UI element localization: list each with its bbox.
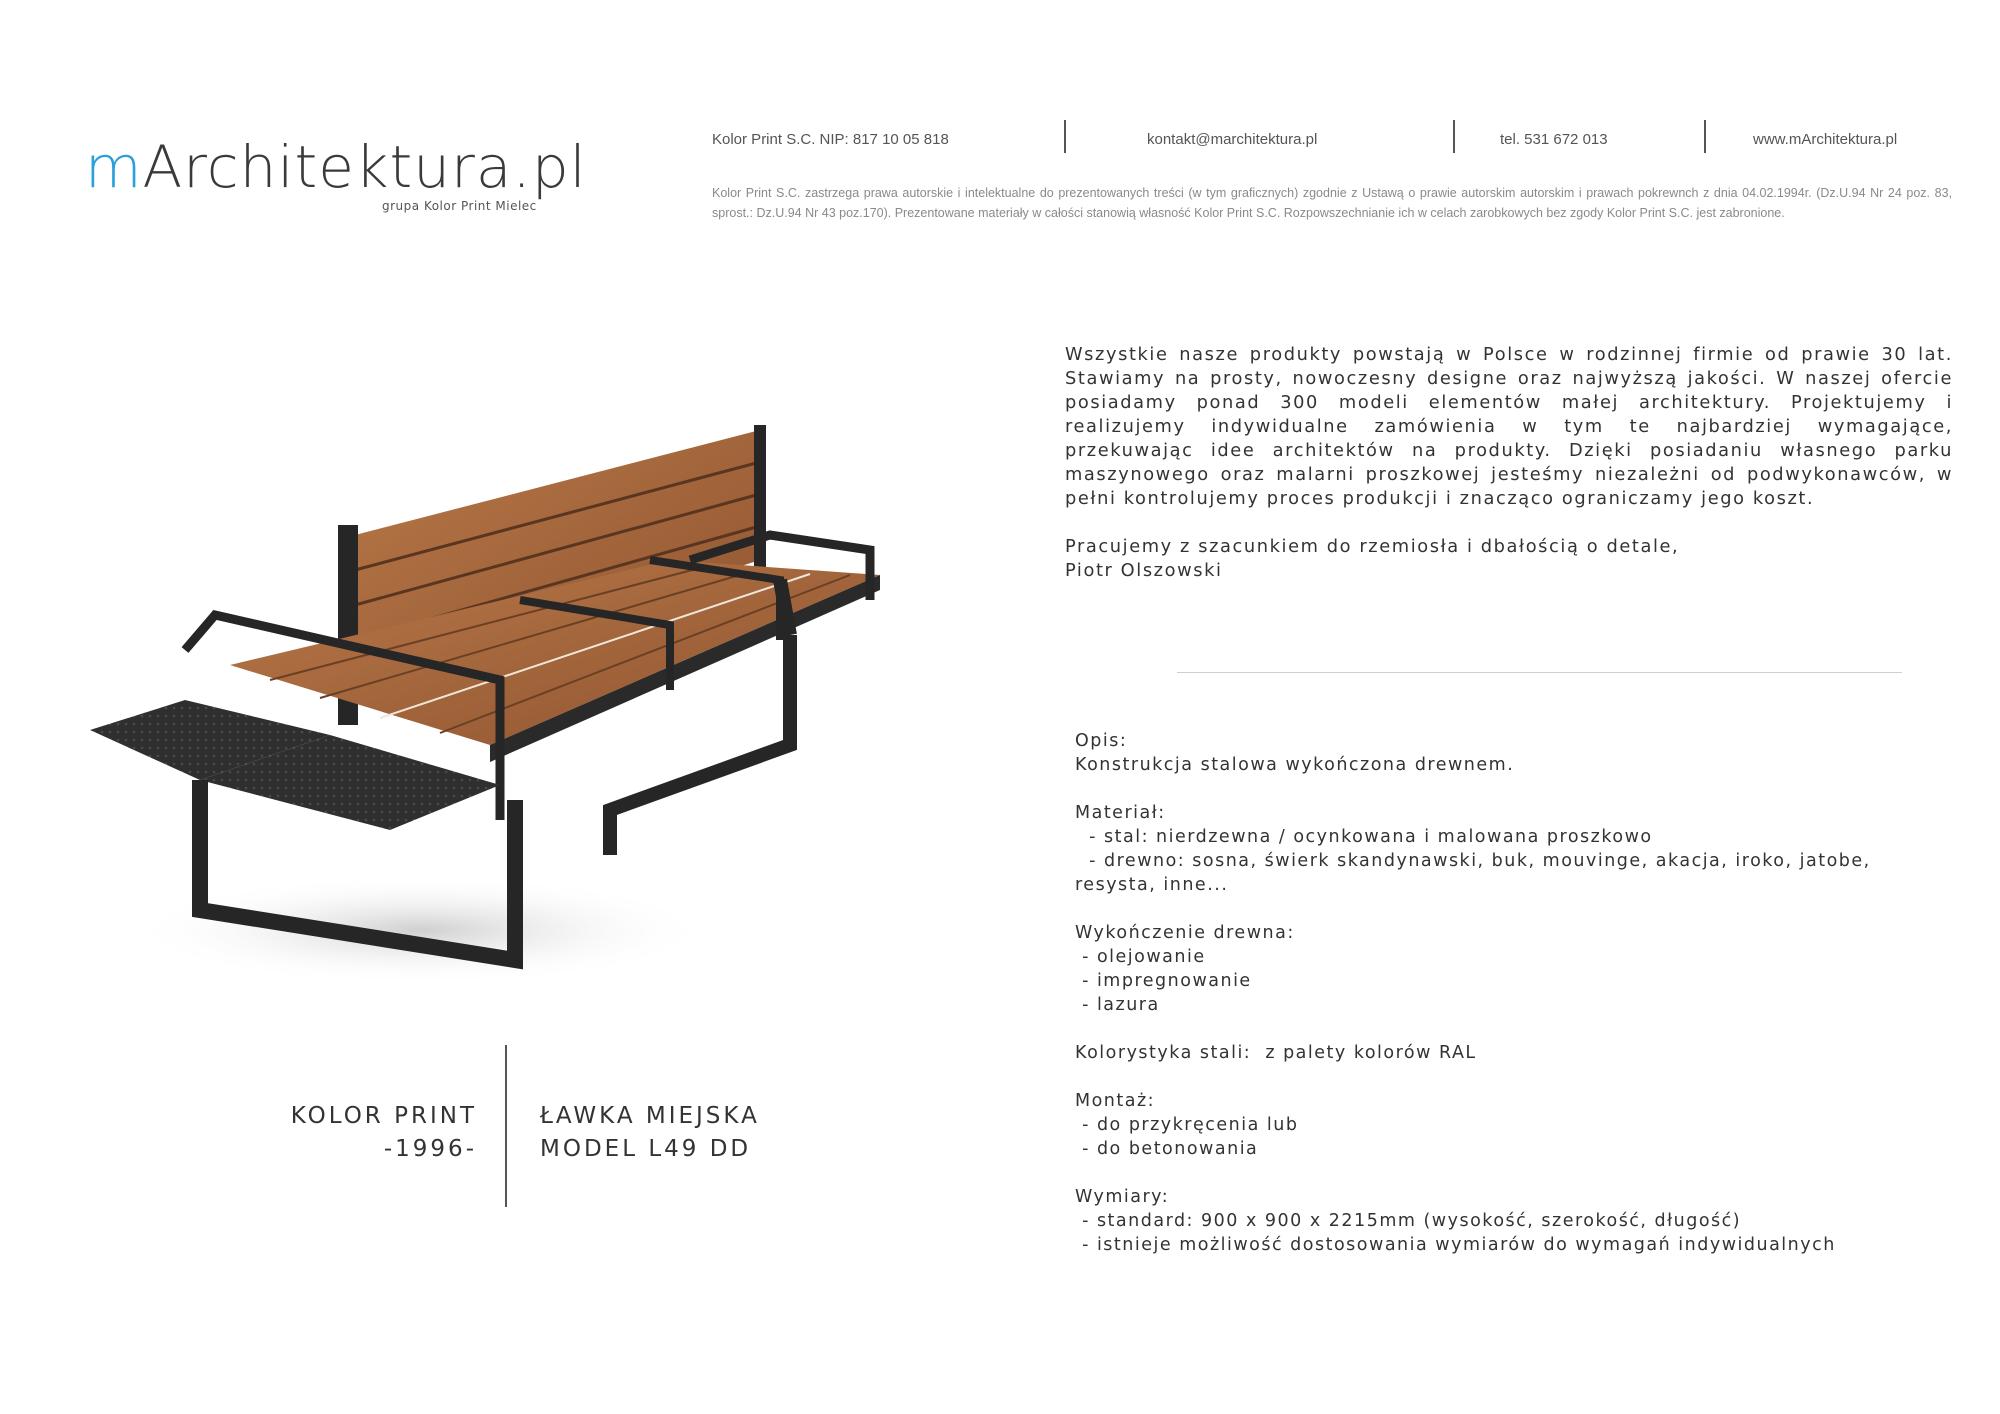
company-info: Kolor Print S.C. NIP: 817 10 05 818 bbox=[712, 131, 949, 148]
logo-accent: m bbox=[85, 133, 143, 201]
spec-line: Opis: bbox=[1075, 731, 1128, 751]
section-divider bbox=[1177, 672, 1902, 673]
logo-text: Architektura.pl bbox=[142, 133, 587, 201]
spec-line: Konstrukcja stalowa wykończona drewnem. bbox=[1075, 755, 1515, 775]
spec-line: - do przykręcenia lub bbox=[1075, 1115, 1299, 1135]
intro-signature: Piotr Olszowski bbox=[1065, 560, 1223, 581]
spec-line: Montaż: bbox=[1075, 1091, 1156, 1111]
spec-line bbox=[1075, 1065, 1955, 1089]
caption-model: MODEL L49 DD bbox=[540, 1136, 752, 1162]
brand-logo bbox=[85, 133, 587, 201]
spec-line: Wymiary: bbox=[1075, 1187, 1170, 1207]
header-separator bbox=[1453, 120, 1455, 153]
spec-line: - stal: nierdzewna / ocynkowana i malowana proszkowo bbox=[1075, 827, 1653, 847]
header-separator bbox=[1704, 120, 1706, 153]
spec-line: - do betonowania bbox=[1075, 1139, 1259, 1159]
spec-line: - istnieje możliwość dostosowania wymiarów do wymagań indywidualnych bbox=[1075, 1235, 1836, 1255]
spec-line: - drewno: sosna, świerk skandynawski, buk, mouvinge, akacja, iroko, jatobe, bbox=[1075, 851, 1871, 871]
bench-image bbox=[90, 400, 920, 1020]
spec-line: Materiał: bbox=[1075, 803, 1166, 823]
caption-brand: KOLOR PRINT bbox=[290, 1103, 477, 1129]
spec-line: - impregnowanie bbox=[1075, 971, 1252, 991]
spec-line bbox=[1075, 777, 1955, 801]
website-link[interactable]: www.mArchitektura.pl bbox=[1753, 131, 1898, 148]
header-separator bbox=[1064, 120, 1066, 153]
spec-line bbox=[1075, 1017, 1955, 1041]
caption-product-block bbox=[540, 1100, 760, 1166]
phone-number[interactable]: tel. 531 672 013 bbox=[1500, 131, 1608, 148]
caption-year: -1996- bbox=[383, 1136, 477, 1162]
spec-line: Wykończenie drewna: bbox=[1075, 923, 1295, 943]
spec-line: - olejowanie bbox=[1075, 947, 1206, 967]
spec-line: - standard: 900 x 900 x 2215mm (wysokość, szerokość, długość) bbox=[1075, 1211, 1742, 1231]
caption-brand-block bbox=[291, 1100, 477, 1166]
caption-product: ŁAWKA MIEJSKA bbox=[540, 1103, 760, 1129]
logo-subtitle: grupa Kolor Print Mielec bbox=[382, 199, 537, 213]
intro-text bbox=[1065, 343, 1953, 583]
email-link[interactable]: kontakt@marchitektura.pl bbox=[1147, 131, 1318, 148]
caption-separator bbox=[505, 1045, 507, 1207]
intro-paragraph: Wszystkie nasze produkty powstają w Polsce w rodzinnej firmie od prawie 30 lat. Stawiamy na prosty, nowoczesny designe oraz najwyższą jakości. W naszej ofercie posiadamy ponad 300 modeli elementów małej architektury. Projektujemy i realizujemy indywidualne zamówienia w tym te najbardziej wymagające, przekuwając idee architektów na produkty. Dzięki posiadaniu własnego parku maszynowego oraz malarni proszkowej jesteśmy niezależni od podwykonawców, w pełni kontrolujemy proces produkcji i znacząco ograniczamy jego koszt. bbox=[1065, 344, 1953, 509]
spec-line: - lazura bbox=[1075, 995, 1160, 1015]
legal-notice: Kolor Print S.C. zastrzega prawa autorskie i intelektualne do prezentowanych treści (w tym graficznych) zgodnie z Ustawą o prawie autorskim autorskim i prawach pokrewnch z dnia 04.02.1994r. (Dz.U.94 Nr 24 poz. 83, sprost.: Dz.U.94 Nr 43 poz.170). Prezentowane materiały w całości stanowią własność Kolor Print S.C. Rozpowszechnianie ich w celach zarobkowych bez zgody Kolor Print S.C. jest zabronione. bbox=[712, 186, 1952, 220]
spec-line: Kolorystyka stali: z palety kolorów RAL bbox=[1075, 1043, 1477, 1063]
spec-line bbox=[1075, 1161, 1955, 1185]
spec-line bbox=[1075, 897, 1955, 921]
spec-line: resysta, inne... bbox=[1075, 875, 1229, 895]
product-specs bbox=[1075, 729, 1955, 1257]
intro-closing: Pracujemy z szacunkiem do rzemiosła i dbałością o detale, bbox=[1065, 536, 1680, 557]
